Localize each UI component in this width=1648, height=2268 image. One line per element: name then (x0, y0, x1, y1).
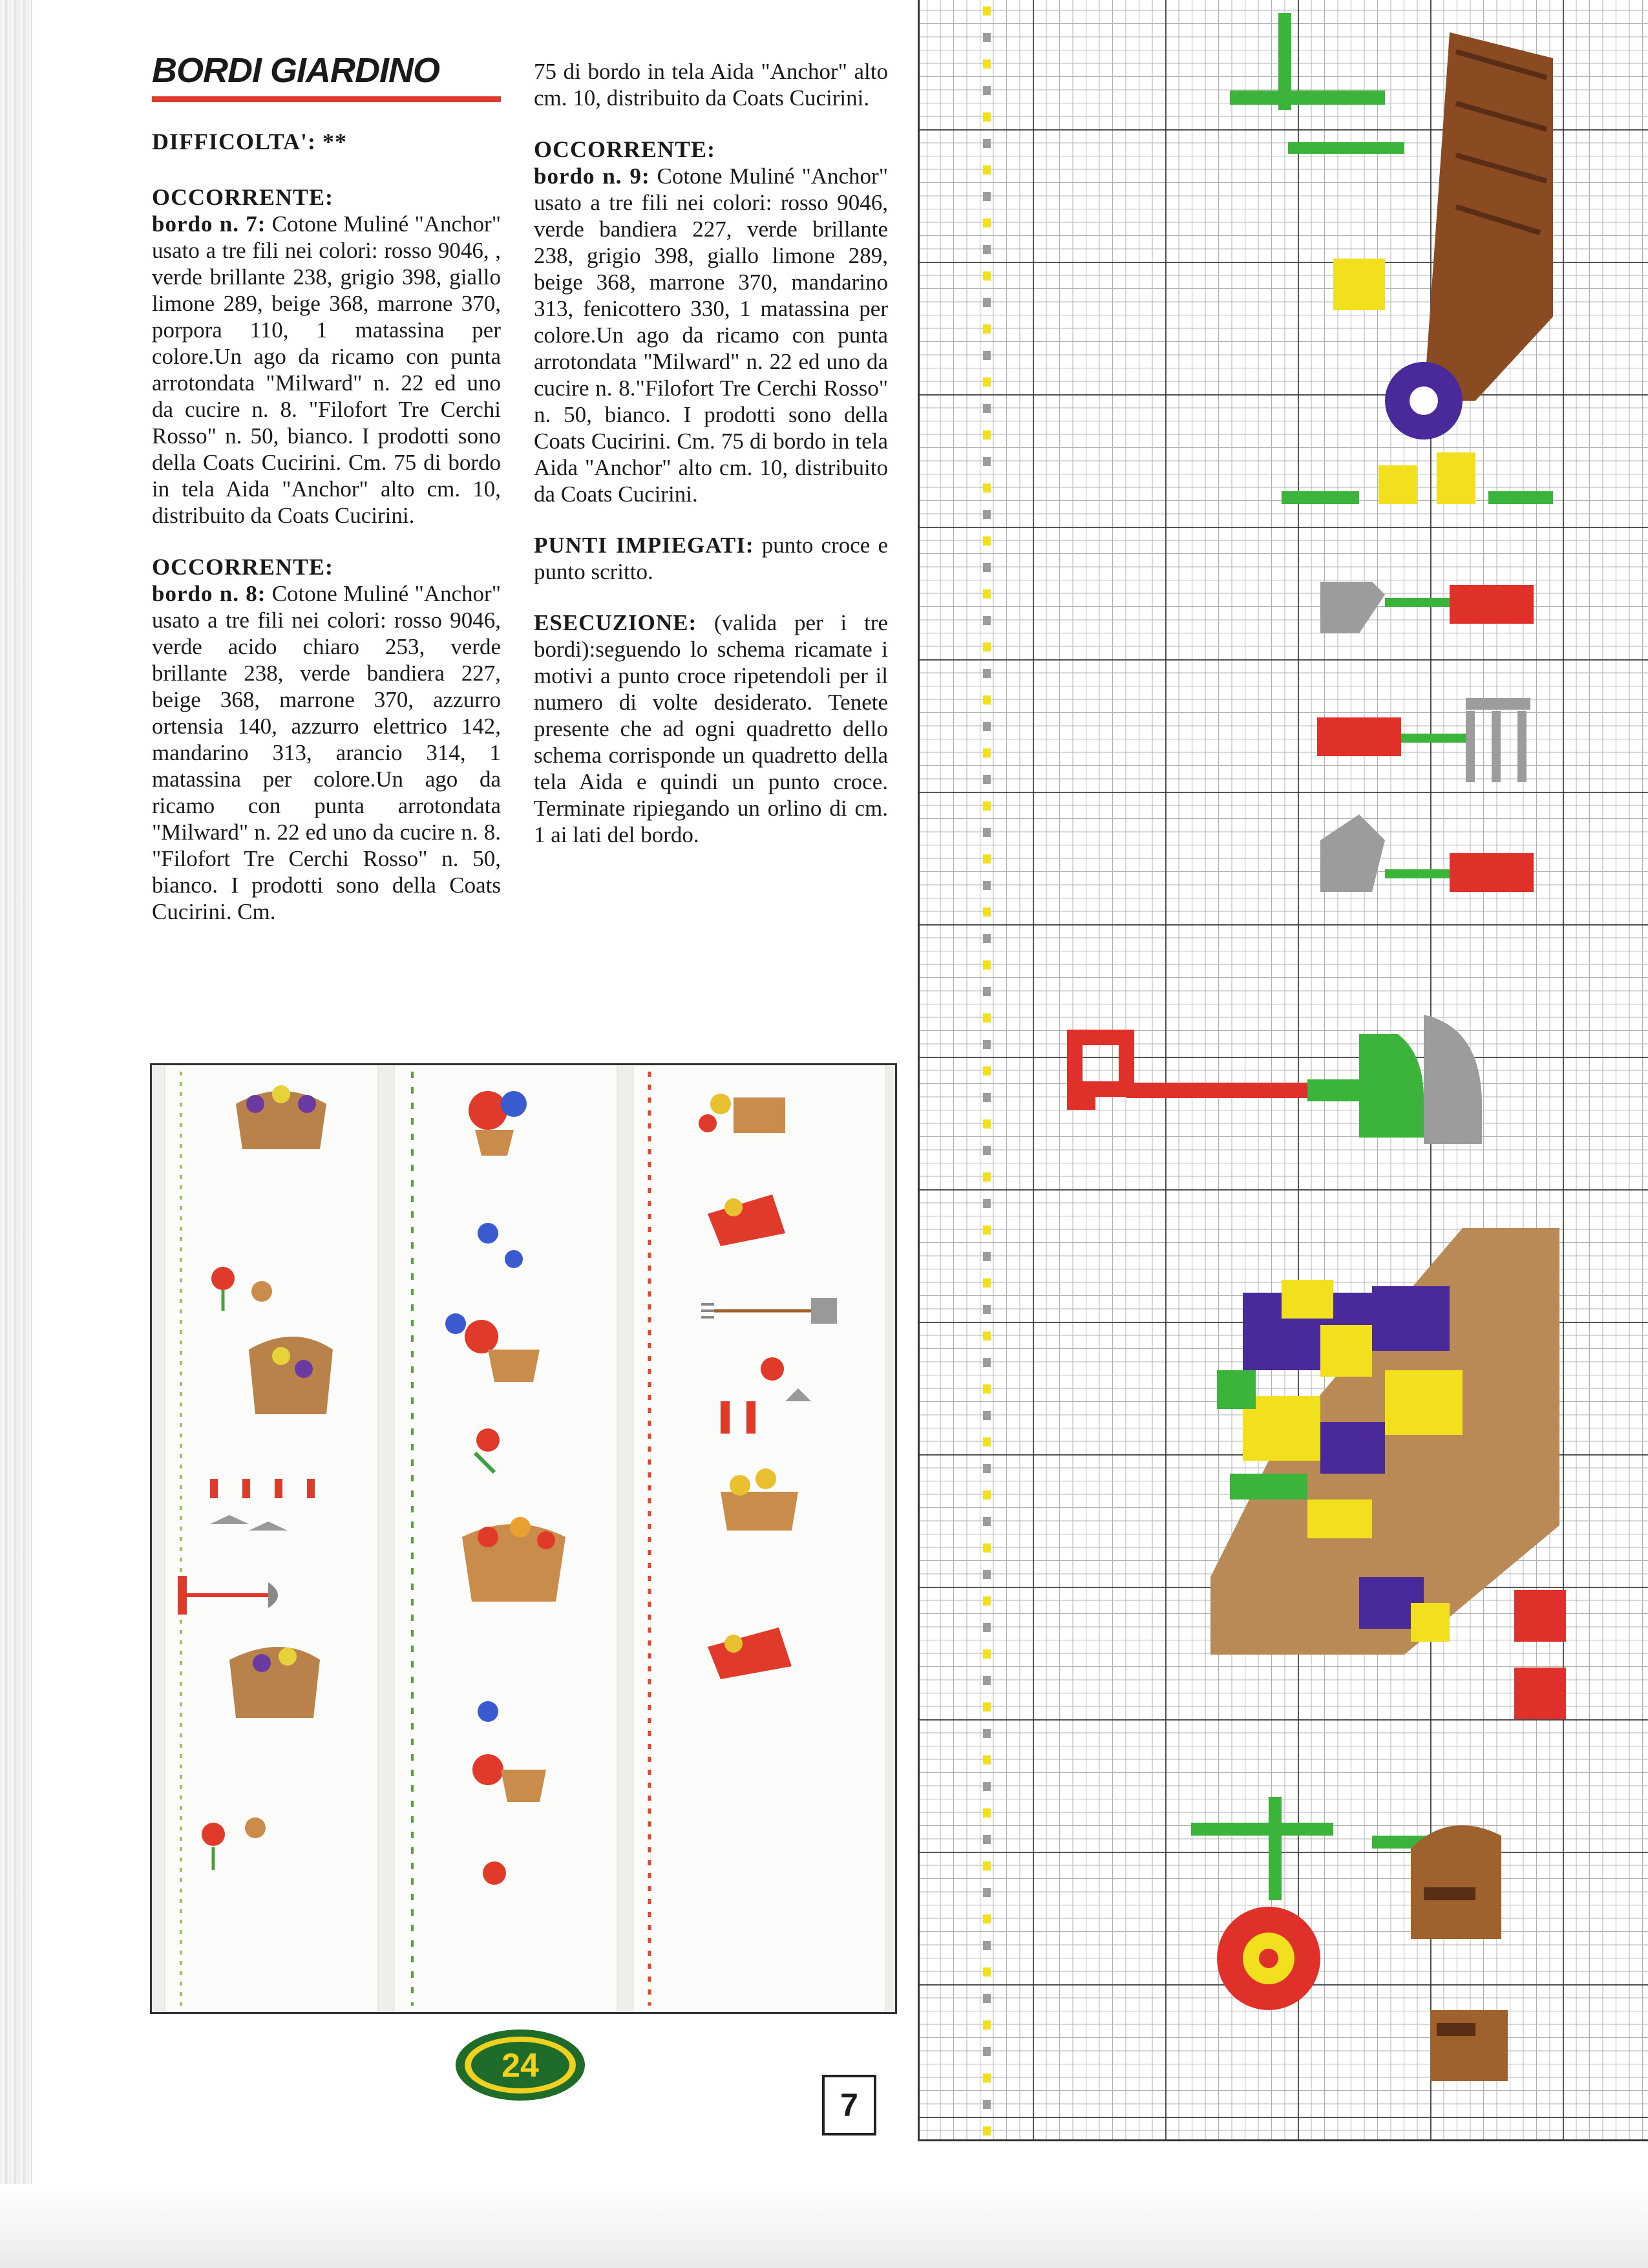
guide-stitch (983, 1305, 991, 1314)
guide-stitch (983, 112, 991, 122)
guide-stitch (983, 616, 991, 625)
guide-stitch (983, 1331, 991, 1341)
guide-stitch (983, 934, 991, 943)
guide-stitch (983, 6, 991, 16)
guide-stitch (983, 695, 991, 705)
guide-stitch (983, 192, 991, 201)
guide-stitch (983, 1649, 991, 1659)
red-flower-icon (1191, 1797, 1437, 2010)
materials-bordo-7: bordo n. 7: Cotone Muliné "Anchor" usato a tre fili nei colori: rosso 9046, , verde brillante 238, grigio 398, giallo limone 289, beige 368, marrone 370, porpora 110, 1 matassina per colore.Un ago da ricamo con punta arrotondata "Milward" n. 22 ed uno da cucire n. 8. "Filofort Tre Cerchi Rosso" n. 50, bianco. I prodotti sono della Coats Cucirini. Cm. 75 di bordo in tela Aida "Anchor" alto cm. 10, distribuito da Coats Cucirini. (152, 211, 501, 529)
occorrente-heading-b7: OCCORRENTE: (152, 184, 334, 211)
guide-stitch (983, 775, 991, 784)
title-underline (152, 96, 501, 102)
badge-oval-icon (452, 2026, 588, 2104)
stitches-used: PUNTI IMPIEGATI: punto croce e punto scritto. (534, 533, 888, 584)
flower-basket-icon (1230, 13, 1553, 504)
guide-stitch (983, 1384, 991, 1394)
guide-stitch (983, 536, 991, 546)
guide-stitch (983, 1623, 991, 1632)
guide-stitch (983, 218, 991, 228)
trowel-icon (1320, 582, 1534, 633)
guide-stitch (983, 1490, 991, 1500)
guide-stitch (983, 324, 991, 334)
trowel-icon (1320, 814, 1534, 892)
execution-instructions: ESECUZIONE: (valida per i tre bordi):seguendo lo schema ricamate i motivi a punto croce ripetendoli per il numero di volte desiderato. Tenete presente che ad ogni quadretto dello schema corrisponde un quadretto della tela Aida e quindi un punto croce. Terminate ripiegando un orlino di cm. 1 ai lati del bordo. (534, 610, 888, 847)
guide-stitch (983, 33, 991, 42)
guide-stitch (983, 722, 991, 731)
guide-stitch (983, 1967, 991, 1977)
guide-stitch (983, 1437, 991, 1447)
guide-stitch (983, 1225, 991, 1235)
clay-pot-icon (1411, 1825, 1508, 2081)
guide-stitch (983, 801, 991, 811)
guide-stitch (983, 1013, 991, 1023)
pansy-planter-icon (1210, 1228, 1566, 1719)
guide-stitch (983, 589, 991, 599)
guide-stitch (983, 1941, 991, 1950)
rake-icon (1317, 698, 1530, 782)
occorrente-heading-b8: OCCORRENTE: (152, 554, 334, 580)
guide-stitch (983, 483, 991, 493)
guide-stitch (983, 298, 991, 307)
badge-number: 24 (502, 2047, 539, 2084)
guide-stitch (983, 2126, 991, 2136)
spade-icon (1075, 1015, 1482, 1144)
guide-stitch (983, 1093, 991, 1102)
page-number-box (822, 2075, 876, 2136)
guide-stitch (983, 404, 991, 413)
guide-stitch (983, 1596, 991, 1606)
cross-stitch-chart (918, 0, 1648, 2141)
guide-stitch (983, 430, 991, 440)
guide-stitch (983, 1464, 991, 1473)
guide-stitch (983, 86, 991, 95)
occorrente-heading-b9: OCCORRENTE: (534, 136, 716, 162)
page-bottom-edge (0, 2184, 1648, 2268)
guide-stitch (983, 1358, 991, 1367)
guide-stitch (983, 1252, 991, 1261)
guide-stitch (983, 1119, 991, 1129)
guide-stitch (983, 1066, 991, 1076)
page-binding-edge (0, 0, 32, 2268)
guide-stitch (983, 1676, 991, 1685)
guide-stitch (983, 1755, 991, 1765)
guide-stitch (983, 2073, 991, 2083)
guide-stitch (983, 165, 991, 175)
guide-stitch (983, 828, 991, 837)
guide-stitch (983, 1172, 991, 1182)
embroidered-borders-photo (150, 1063, 897, 2014)
materials-bordo-8: bordo n. 8: Cotone Muliné "Anchor" usato a tre fili nei colori: rosso 9046, verde acido chiaro 253, verde brillante 238, verde bandiera 227, beige 368, marrone 370, azzurro ortensia 140, azzurro elettrico 142, mandarino 313, arancio 314, 1 matassina per colore.Un ago da ricamo con punta arrotondata "Milward" n. 22 ed uno da cucire n. 8. "Filofort Tre Cerchi Rosso" n. 50, bianco. I prodotti sono della Coats Cucirini. Cm. (152, 581, 501, 925)
guide-stitch (983, 881, 991, 890)
guide-stitch (983, 1994, 991, 2003)
guide-stitch (983, 642, 991, 652)
guide-stitch (983, 2100, 991, 2109)
guide-stitch (983, 907, 991, 917)
guide-stitch (983, 987, 991, 996)
guide-stitch (983, 377, 991, 387)
guide-stitch (983, 271, 991, 281)
guide-stitch (983, 1543, 991, 1553)
guide-stitch (983, 1278, 991, 1288)
guide-stitch (983, 2047, 991, 2056)
guide-stitch (983, 1729, 991, 1738)
materials-bordo-8-continued: 75 di bordo in tela Aida "Anchor" alto cm. 10, distribuito da Coats Cucirini. (534, 59, 888, 111)
materials-bordo-9: bordo n. 9: Cotone Muliné "Anchor" usato a tre fili nei colori: rosso 9046, verde bandiera 227, verde brillante 238, grigio 398, giallo limone 289, beige 368, marrone 370, mandarino 313, fenicottero 330, 1 matassina per colore.Un ago da ricamo con punta arrotondata "Milward" n. 22 ed uno da cucire n. 8."Filofort Tre Cerchi Rosso" n. 50, bianco. I prodotti sono della Coats Cucirini. Cm. 75 di bordo in tela Aida "Anchor" alto cm. 10, distribuito da Coats Cucirini. (534, 164, 889, 507)
guide-stitch (983, 1782, 991, 1791)
left-text-column (152, 52, 501, 925)
middle-text-column (534, 58, 888, 848)
guide-stitch (983, 1888, 991, 1897)
guide-stitch (983, 1199, 991, 1208)
guide-stitch (983, 59, 991, 69)
guide-stitch (983, 1570, 991, 1579)
page-number: 7 (840, 2087, 858, 2123)
guide-stitch (983, 1146, 991, 1155)
difficulty-label: DIFFICOLTA': ** (152, 129, 348, 155)
page-title: BORDI GIARDINO (152, 51, 439, 90)
guide-stitch (983, 1861, 991, 1871)
guide-stitch (983, 854, 991, 864)
guide-stitch (983, 1517, 991, 1526)
borders-photo-illustration (152, 1065, 895, 2012)
chart-motifs (920, 0, 1648, 2139)
guide-stitch (983, 510, 991, 519)
guide-stitch (983, 748, 991, 758)
guide-stitch (983, 139, 991, 148)
guide-stitch (983, 1702, 991, 1712)
page-badge (452, 2026, 588, 2104)
guide-stitch (983, 1914, 991, 1924)
guide-stitch (983, 960, 991, 970)
guide-stitch (983, 1040, 991, 1049)
guide-stitch (983, 457, 991, 466)
guide-stitch (983, 1411, 991, 1420)
guide-stitch (983, 563, 991, 572)
guide-stitch (983, 1808, 991, 1818)
guide-stitch (983, 351, 991, 360)
guide-stitch (983, 669, 991, 678)
guide-stitch (983, 1835, 991, 1844)
guide-stitch (983, 2020, 991, 2030)
guide-stitch (983, 245, 991, 254)
